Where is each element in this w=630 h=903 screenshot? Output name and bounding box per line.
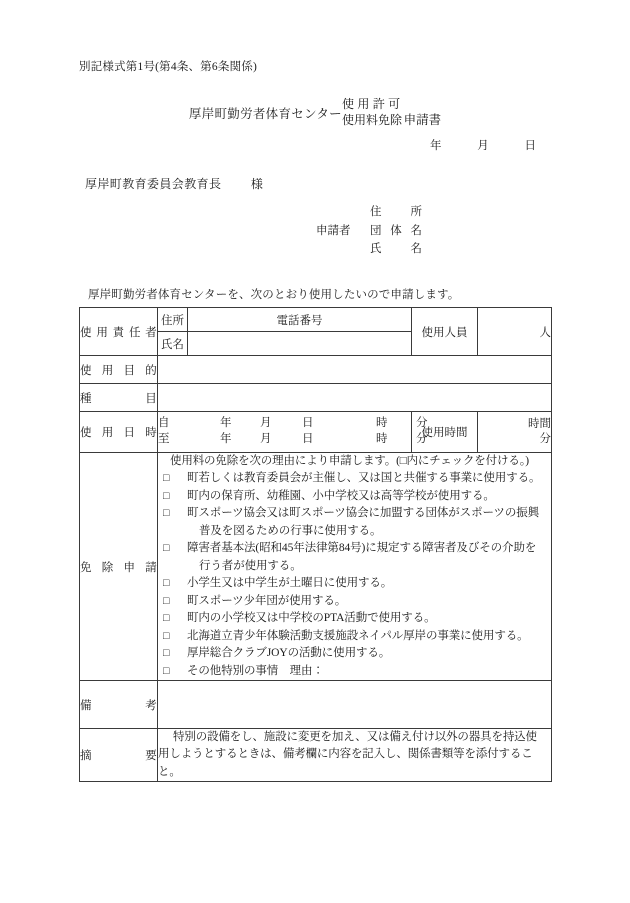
purpose-label: 使用目的 bbox=[80, 356, 158, 384]
datetime-to-hour: 時 bbox=[376, 433, 388, 445]
phone-number-label[interactable]: 電話番号 bbox=[188, 308, 412, 332]
checkbox-icon[interactable]: □ bbox=[163, 578, 170, 590]
applicant-organization-label: 団体名 bbox=[370, 224, 422, 237]
exemption-option-10-text: その他特別の事情 理由： bbox=[187, 664, 324, 677]
exemption-option-4-continuation: 行う者が使用する。 bbox=[199, 559, 302, 572]
date-month-label: 月 bbox=[477, 140, 489, 152]
title-suffix: 申請書 bbox=[403, 112, 442, 127]
title-facility-name: 厚岸町勤労者体育センター bbox=[188, 106, 342, 121]
exemption-options-cell bbox=[158, 453, 552, 681]
document-title bbox=[0, 97, 630, 129]
responsible-name-label: 氏名 bbox=[158, 332, 188, 356]
exemption-lead-text: 使用料の免除を次の理由により申請します。(□内にチェックを付ける。) bbox=[170, 455, 529, 467]
table-row-remarks bbox=[80, 681, 552, 729]
responsible-person-label: 使用責任者 bbox=[80, 308, 158, 356]
checkbox-icon[interactable]: □ bbox=[163, 490, 170, 502]
datetime-to-month: 月 bbox=[260, 433, 272, 445]
summary-line-1: 特別の設備をし、施設に変更を加え、又は備え付け以外の器具を持込使 bbox=[173, 731, 537, 744]
applicant-label: 申請者 bbox=[316, 224, 351, 237]
datetime-label: 使用日時 bbox=[80, 412, 158, 453]
applicant-organization-row bbox=[316, 222, 422, 241]
intro-sentence: 厚岸町勤労者体育センターを、次のとおり使用したいので申請します。 bbox=[88, 289, 460, 301]
title-stacked-types bbox=[342, 97, 404, 129]
exemption-option-10[interactable] bbox=[158, 663, 551, 680]
datetime-to-year: 年 bbox=[220, 433, 232, 445]
exemption-option-7-text: 町内の小学校又は中学校のPTA活動で使用する。 bbox=[187, 612, 436, 625]
checkbox-icon[interactable]: □ bbox=[163, 613, 170, 625]
exemption-option-5-text: 小学生又は中学生が土曜日に使用する。 bbox=[187, 577, 393, 590]
exemption-option-3-continuation: 普及を図るための行事に使用する。 bbox=[199, 524, 382, 537]
table-row-kind bbox=[80, 384, 552, 412]
submission-date-line bbox=[430, 137, 536, 153]
exemption-option-8-text: 北海道立青少年体験活動支援施設ネイパル厚岸の事業に使用する。 bbox=[187, 629, 529, 642]
applicant-address-label: 住所 bbox=[370, 206, 422, 218]
datetime-to-line bbox=[158, 432, 428, 448]
datetime-from-year: 年 bbox=[220, 417, 232, 430]
applicant-address-row bbox=[316, 203, 422, 222]
checkbox-icon[interactable]: □ bbox=[163, 630, 170, 642]
checkbox-icon[interactable]: □ bbox=[163, 473, 170, 485]
datetime-from-hour: 時 bbox=[376, 417, 388, 430]
applicant-block bbox=[316, 203, 422, 259]
table-row-exemption bbox=[80, 453, 552, 681]
summary-label: 摘要 bbox=[80, 729, 158, 782]
datetime-to-day: 日 bbox=[302, 433, 314, 445]
addressee-honorific: 様 bbox=[250, 177, 264, 191]
document-reference: 別記様式第1号(第4条、第6条関係) bbox=[79, 61, 258, 73]
checkbox-icon[interactable]: □ bbox=[163, 665, 170, 677]
datetime-from-marker: 自 bbox=[158, 417, 170, 430]
remarks-value[interactable] bbox=[158, 681, 552, 729]
addressee-name: 厚岸町教育委員会教育長 bbox=[85, 177, 222, 191]
checkbox-icon[interactable]: □ bbox=[163, 543, 170, 555]
addressee bbox=[85, 175, 263, 192]
exemption-option-2-text: 町内の保育所、幼稚園、小中学校又は高等学校が使用する。 bbox=[187, 489, 495, 502]
duration-hour-unit: 時間 bbox=[528, 417, 551, 430]
checkbox-icon[interactable]: □ bbox=[163, 648, 170, 660]
summary-text-cell bbox=[158, 729, 552, 782]
exemption-option-1[interactable] bbox=[158, 470, 551, 487]
exemption-option-7[interactable] bbox=[158, 610, 551, 627]
datetime-from-month: 月 bbox=[260, 417, 272, 430]
checkbox-icon[interactable]: □ bbox=[163, 508, 170, 520]
duration-label: 使用時間 bbox=[412, 412, 478, 453]
purpose-value[interactable] bbox=[158, 356, 552, 384]
kind-label: 種目 bbox=[80, 384, 158, 412]
checkbox-icon[interactable]: □ bbox=[163, 595, 170, 607]
table-row-responsible-address bbox=[80, 308, 552, 332]
datetime-from-line bbox=[158, 416, 428, 432]
responsible-name-value[interactable] bbox=[188, 332, 412, 356]
exemption-option-5[interactable] bbox=[158, 575, 551, 592]
exemption-option-8[interactable] bbox=[158, 628, 551, 645]
exemption-option-2[interactable] bbox=[158, 488, 551, 505]
exemption-option-3-text: 町スポーツ協会又は町スポーツ協会に加盟する団体がスポーツの振興 bbox=[187, 507, 540, 520]
exemption-option-6-text: 町スポーツ少年団が使用する。 bbox=[187, 594, 347, 607]
remarks-label: 備考 bbox=[80, 681, 158, 729]
datetime-from-day: 日 bbox=[302, 417, 314, 430]
exemption-option-6[interactable] bbox=[158, 593, 551, 610]
summary-line-2: 用しようとするときは、備考欄に内容を記入し、関係書類等を添付するこ bbox=[158, 748, 533, 761]
attendees-label: 使用人員 bbox=[412, 308, 478, 356]
kind-value[interactable] bbox=[158, 384, 552, 412]
date-year-label: 年 bbox=[430, 140, 442, 152]
table-row-summary bbox=[80, 729, 552, 782]
summary-line-3: と。 bbox=[158, 765, 181, 778]
exemption-option-1-text: 町若しくは教育委員会が主催し、又は国と共催する事業に使用する。 bbox=[187, 472, 541, 485]
exemption-option-3[interactable] bbox=[158, 505, 551, 522]
exemption-label: 免除申請 bbox=[80, 453, 158, 681]
exemption-option-9[interactable] bbox=[158, 645, 551, 662]
exemption-option-4[interactable] bbox=[158, 540, 551, 557]
datetime-to-minute: 分 bbox=[416, 433, 428, 445]
table-row-purpose bbox=[80, 356, 552, 384]
datetime-fields[interactable] bbox=[158, 412, 428, 453]
title-type-permission: 使用許可 bbox=[341, 97, 404, 111]
exemption-option-9-text: 厚岸総合クラブJOYの活動に使用する。 bbox=[187, 647, 391, 660]
attendees-value-cell[interactable]: 人 bbox=[478, 308, 552, 356]
datetime-to-marker: 至 bbox=[158, 433, 170, 445]
application-form-table bbox=[79, 307, 552, 782]
responsible-address-label: 住所 bbox=[158, 308, 188, 332]
exemption-option-4-text: 障害者基本法(昭和45年法律第84号)に規定する障害者及びその介助を bbox=[187, 542, 537, 555]
table-row-datetime bbox=[80, 412, 552, 453]
title-type-exemption: 使用料免除 bbox=[341, 112, 402, 127]
date-day-label: 日 bbox=[524, 140, 536, 152]
duration-minute-unit: 分 bbox=[539, 433, 551, 445]
applicant-name-label: 氏名 bbox=[370, 243, 422, 256]
applicant-name-row bbox=[316, 240, 422, 259]
datetime-from-minute: 分 bbox=[416, 417, 428, 430]
duration-value-cell[interactable] bbox=[478, 412, 552, 453]
